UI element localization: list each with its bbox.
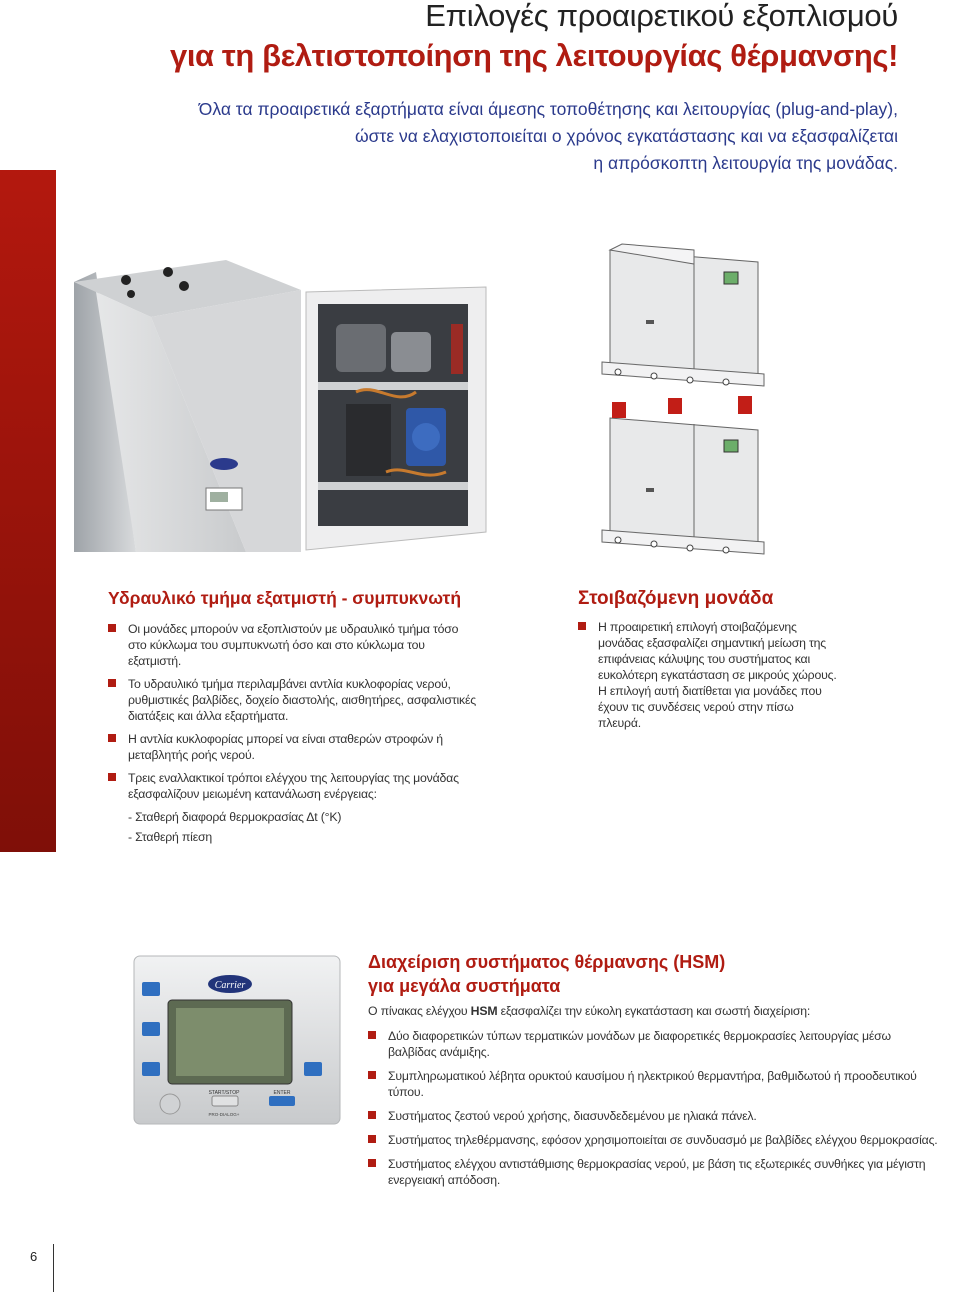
list-item: Δύο διαφορετικών τύπων τερματικών μονάδων με διαφορετικές θερμοκρασίες λειτουργίας μέσω βαλβίδας ανάμιξης. xyxy=(368,1028,938,1060)
stacked-section xyxy=(578,588,838,738)
hsm-section xyxy=(368,950,938,1196)
list-item: Τρεις εναλλακτικοί τρόποι ελέγχου της λειτουργίας της μονάδας εξασφαλίζουν μειωμένη κατανάλωση ενέργειας: xyxy=(108,770,478,802)
list-item: Συστήματος ζεστού νερού χρήσης, διασυνδεδεμένου με ηλιακά πάνελ. xyxy=(368,1108,938,1124)
stacked-heading: Στοιβαζόμενη μονάδα xyxy=(578,588,774,609)
left-arrow-key-icon xyxy=(142,982,160,996)
hsm-heading-line1: Διαχείριση συστήματος θέρμανσης (HSM) xyxy=(368,952,726,972)
page-title-line1: Επιλογές προαιρετικού εξοπλισμού xyxy=(425,0,898,33)
list-item: Η αντλία κυκλοφορίας μπορεί να είναι σταθερών στροφών ή μεταβλητής ροής νερού. xyxy=(108,731,478,763)
control-mode-item: - Σταθερή πίεση xyxy=(128,830,213,844)
hydraulic-heading: Υδραυλικό τμήμα εξατμιστή - συμπυκνωτή xyxy=(108,588,462,608)
bullet-square-icon xyxy=(368,1071,376,1079)
list-item: Οι μονάδες μπορούν να εξοπλιστούν με υδραυλικό τμήμα τόσο στο κύκλωμα του συμπυκνωτή όσο και στο κύκλωμα του εξατμιστή. xyxy=(108,621,478,669)
bullet-square-icon xyxy=(108,734,116,742)
page-title-line2: για τη βελτιστοποίηση της λειτουργίας θέρμανσης! xyxy=(169,38,898,73)
hsm-heading-line2: για μεγάλα συστήματα xyxy=(368,976,561,996)
brand-logo-text: Carrier xyxy=(214,980,246,991)
page-number: 6 xyxy=(30,1249,38,1264)
left-accent-bar xyxy=(0,170,56,852)
list-item: Η προαιρετική επιλογή στοιβαζόμενης μονάδας εξασφαλίζει σημαντική μείωση της επιφάνειας κάλυψης του συστήματος και ευκολότερη εγκατάσταση σε μικρούς χώρους. Η επιλογή αυτή διατίθεται για μονάδες που έχουν τις συνδέσεις νερού στην πίσω πλευρά. xyxy=(578,619,838,731)
bullet-square-icon xyxy=(368,1111,376,1119)
down-arrow-key-icon xyxy=(142,1062,160,1076)
list-item: Συστήματος τηλεθέρμανσης, εφόσον χρησιμοποιείται σε συνδυασμό με βαλβίδες ελέγχου θερμοκρασίας. xyxy=(368,1132,938,1148)
intro-line: ώστε να ελαχιστοποιείται ο χρόνος εγκατάστασης και να εξασφαλίζεται xyxy=(354,126,898,146)
list-item: Συστήματος ελέγχου αντιστάθμισης θερμοκρασίας νερού, με βάση τις εξωτερικές συνθήκες για μέγιστη ενεργειακή απόδοση. xyxy=(368,1156,938,1188)
hsm-controller-photo xyxy=(132,954,342,1126)
bullet-square-icon xyxy=(368,1159,376,1167)
up-arrow-key-icon xyxy=(142,1022,160,1036)
control-mode-item: - Σταθερή διαφορά θερμοκρασίας Δt (°K) xyxy=(128,810,342,824)
model-label: PRO-DIALOG+ xyxy=(208,1112,240,1117)
intro-paragraph xyxy=(78,96,898,177)
intro-line: Όλα τα προαιρετικά εξαρτήματα είναι άμεσης τοποθέτησης και λειτουργίας (plug-and-play), xyxy=(198,99,898,119)
list-item: Το υδραυλικό τμήμα περιλαμβάνει αντλία κυκλοφορίας νερού, ρυθμιστικές βαλβίδες, δοχείο διαστολής, αισθητήρες, ασφαλιστικές διατάξεις και άλλα εξαρτήματα. xyxy=(108,676,478,724)
bullet-square-icon xyxy=(578,622,586,630)
bullet-square-icon xyxy=(368,1031,376,1039)
bullet-square-icon xyxy=(108,679,116,687)
bullet-square-icon xyxy=(108,773,116,781)
bullet-square-icon xyxy=(368,1135,376,1143)
start-stop-key-label: START/STOP xyxy=(208,1090,240,1096)
bullet-square-icon xyxy=(108,624,116,632)
page-number-divider xyxy=(53,1244,54,1292)
stacked-unit-illustration xyxy=(598,240,770,570)
hsm-heading xyxy=(368,950,938,998)
list-item: Συμπληρωματικού λέβητα ορυκτού καυσίμου ή ηλεκτρικού θερμαντήρα, βαθμιδωτού ή προοδευτικού τύπου. xyxy=(368,1068,938,1100)
right-arrow-key-icon xyxy=(304,1062,322,1076)
enter-key-label: ENTER xyxy=(273,1090,291,1096)
hsm-lead: Ο πίνακας ελέγχου HSM εξασφαλίζει την εύκολη εγκατάσταση και σωστή διαχείριση: xyxy=(368,1004,811,1018)
intro-line: η απρόσκοπτη λειτουργία της μονάδας. xyxy=(593,153,898,173)
hydraulic-section xyxy=(108,588,478,845)
heat-pump-unit-photo xyxy=(56,232,496,552)
